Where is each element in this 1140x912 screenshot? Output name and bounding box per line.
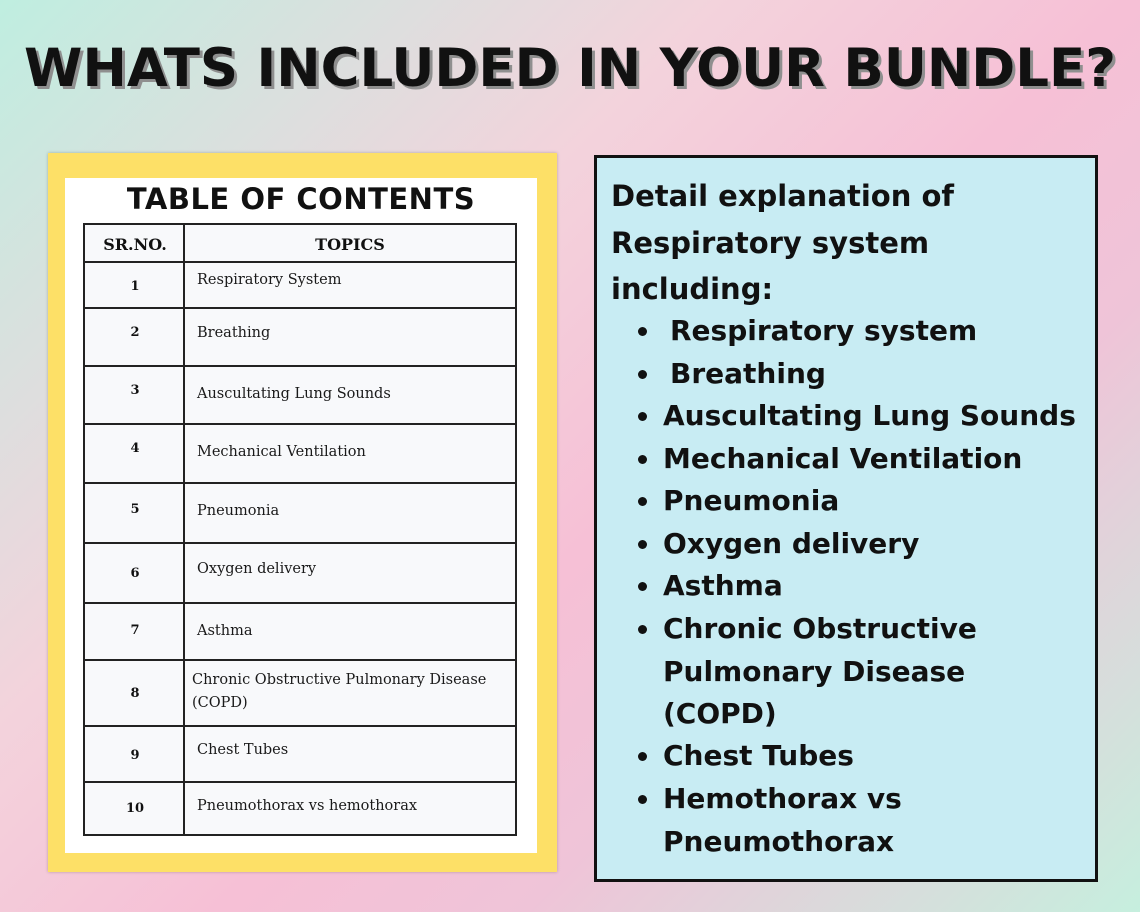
bullet-dot-icon (638, 455, 647, 464)
toc-row-topic: Respiratory System (197, 272, 342, 288)
toc-row-topic: Chest Tubes (197, 742, 289, 758)
list-item: Oxygen delivery (663, 527, 920, 560)
table-row (85, 727, 515, 783)
table-row (85, 544, 515, 604)
list-item: Mechanical Ventilation (663, 442, 1023, 475)
toc-header-topic: TOPICS (315, 235, 385, 254)
toc-row-number: 10 (125, 801, 145, 816)
list-item: Pneumonia (663, 484, 840, 517)
toc-row-number: 5 (130, 502, 140, 517)
bullet-dot-icon (638, 412, 647, 421)
toc-row-number: 4 (130, 441, 140, 456)
list-item: Auscultating Lung Sounds (663, 399, 1076, 432)
toc-table (83, 223, 517, 836)
list-item: Chest Tubes (663, 739, 854, 772)
toc-row-number: 2 (130, 325, 140, 340)
table-row (85, 425, 515, 484)
details-intro: Detail explanation of Respiratory system including: (611, 179, 955, 306)
bullet-dot-icon (638, 752, 647, 761)
toc-header-row (85, 225, 515, 263)
toc-row-number: 8 (130, 686, 140, 701)
toc-row-topic: Oxygen delivery (197, 561, 317, 577)
toc-row-topic: Pneumothorax vs hemothorax (197, 798, 418, 814)
bullet-dot-icon (638, 370, 647, 379)
table-row (85, 263, 515, 309)
table-row (85, 604, 515, 661)
toc-row-number: 1 (130, 279, 140, 294)
bullet-dot-icon (638, 327, 647, 336)
toc-header-number: SR.NO. (103, 235, 167, 254)
toc-row-number: 9 (130, 748, 140, 763)
bullet-dot-icon (638, 540, 647, 549)
table-row (85, 661, 515, 727)
toc-title: TABLE OF CONTENTS (126, 182, 476, 216)
toc-row-topic: Pneumonia (197, 503, 280, 519)
page-headline: WHATS INCLUDED IN YOUR BUNDLE? (24, 38, 1116, 99)
table-row (85, 783, 515, 836)
bullet-dot-icon (638, 582, 647, 591)
toc-row-number: 3 (130, 383, 140, 398)
list-item: Respiratory system (670, 314, 978, 347)
table-row (85, 484, 515, 544)
toc-row-number: 6 (130, 566, 140, 581)
toc-row-number: 7 (130, 623, 140, 638)
list-item: Hemothorax vs Pneumothorax (663, 782, 902, 858)
toc-row-topic: Chronic Obstructive Pulmonary Disease (COPD) (192, 672, 487, 711)
toc-row-topic: Mechanical Ventilation (197, 444, 366, 460)
toc-row-topic: Auscultating Lung Sounds (197, 386, 391, 402)
table-row (85, 309, 515, 367)
table-row (85, 367, 515, 425)
list-item: Chronic Obstructive Pulmonary Disease (COPD) (663, 612, 977, 730)
bullet-dot-icon (638, 497, 647, 506)
list-item: Asthma (663, 569, 783, 602)
toc-row-topic: Asthma (197, 623, 253, 639)
list-item: Breathing (670, 357, 826, 390)
toc-row-topic: Breathing (197, 325, 271, 341)
bullet-dot-icon (638, 795, 647, 804)
bullet-dot-icon (638, 625, 647, 634)
